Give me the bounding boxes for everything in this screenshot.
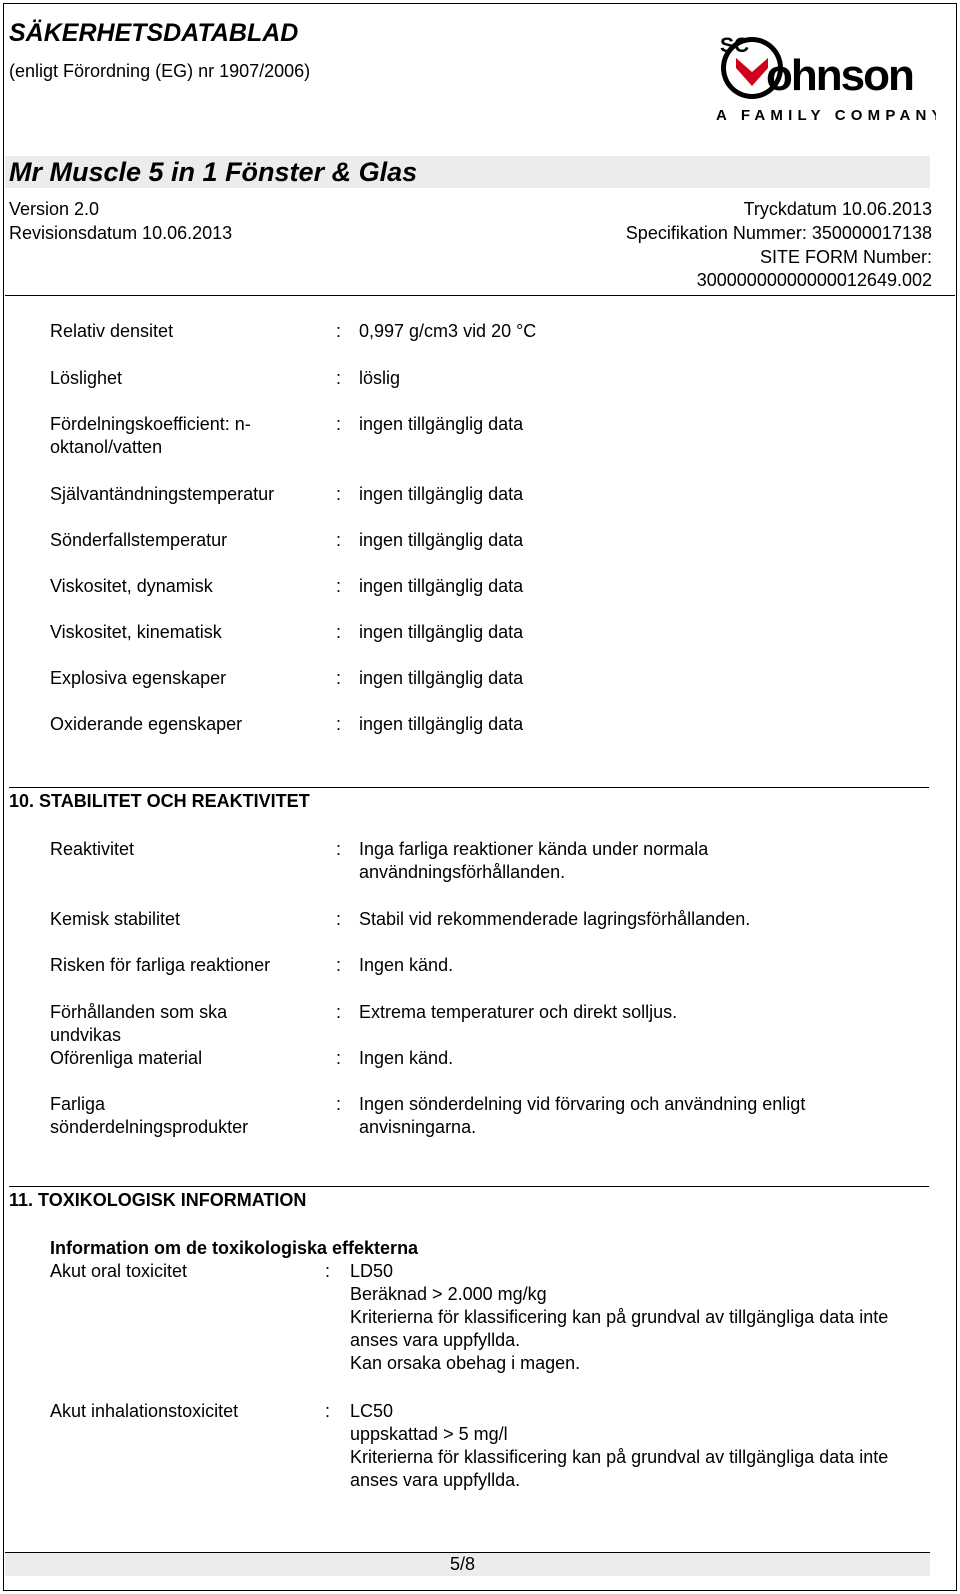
stability-value: Stabil vid rekommenderade lagringsförhållanden. (359, 909, 751, 929)
toxicity-label: Akut oral toxicitet (50, 1261, 188, 1281)
property-label: Oxiderande egenskaper (50, 714, 243, 734)
product-name: Mr Muscle 5 in 1 Fönster & Glas (9, 157, 418, 187)
separator: : (336, 839, 342, 859)
separator: : (336, 414, 342, 434)
separator: : (336, 955, 342, 975)
stability-label: Risken för farliga reaktioner (50, 955, 271, 975)
stability-value: Inga farliga reaktioner kända under normala användningsförhållanden. (359, 839, 709, 882)
toxicology-subheading: Information om de toxikologiska effekterna (50, 1238, 419, 1258)
property-label: Sönderfallstemperatur (50, 530, 228, 550)
toxicity-value (350, 1260, 940, 1375)
property-label: Relativ densitet (50, 321, 174, 341)
separator: : (336, 576, 342, 596)
property-label: Viskositet, dynamisk (50, 576, 213, 596)
site-form-number: 30000000000000012649.002 (696, 270, 932, 290)
sc-johnson-logo (716, 28, 936, 132)
property-value: ingen tillgänglig data (359, 530, 524, 550)
separator: : (336, 714, 342, 734)
stability-value: Ingen känd. (359, 955, 454, 975)
toxicity-line: uppskattad > 5 mg/l (350, 1424, 508, 1444)
separator: : (336, 368, 342, 388)
regulation-text: (enligt Förordning (EG) nr 1907/2006) (9, 61, 311, 81)
section-divider (9, 1186, 929, 1187)
separator: : (336, 909, 342, 929)
document-title: SÄKERHETSDATABLAD (9, 19, 299, 47)
toxicity-line: LD50 (350, 1261, 394, 1281)
logo-graphic (716, 28, 936, 132)
section-11-heading: 11. TOXIKOLOGISK INFORMATION (9, 1190, 307, 1210)
separator: : (336, 530, 342, 550)
property-value: ingen tillgänglig data (359, 414, 524, 434)
stability-label: Oförenliga material (50, 1048, 203, 1068)
property-value: ingen tillgänglig data (359, 668, 524, 688)
stability-label: Reaktivitet (50, 839, 135, 859)
separator: : (336, 321, 342, 341)
site-form-label: SITE FORM Number: (759, 247, 932, 267)
logo-sc-text: SC (720, 34, 750, 57)
stability-label: Kemisk stabilitet (50, 909, 181, 929)
stability-value: Ingen sönderdelning vid förvaring och användning enligt anvisningarna. (359, 1094, 806, 1137)
logo-tagline-text: A FAMILY COMPANY (716, 107, 936, 124)
page-number: 5/8 (450, 1554, 476, 1574)
property-value: 0,997 g/cm3 vid 20 °C (359, 321, 537, 341)
property-label: Explosiva egenskaper (50, 668, 227, 688)
property-value: ingen tillgänglig data (359, 484, 524, 504)
specification-number: Specifikation Nummer: 350000017138 (625, 223, 932, 243)
toxicity-line: Kan orsaka obehag i magen. (350, 1353, 581, 1373)
version-text: Version 2.0 (9, 199, 100, 219)
toxicity-line: Kriterierna för klassificering kan på grundval av tillgängliga data inte anses vara uppfyllda. (350, 1447, 889, 1490)
toxicity-value (350, 1400, 940, 1492)
property-label: Självantändningstemperatur (50, 484, 275, 504)
section-10-heading: 10. STABILITET OCH REAKTIVITET (9, 791, 310, 811)
logo-johnson-text: ohnson (766, 51, 913, 100)
toxicity-label: Akut inhalationstoxicitet (50, 1401, 239, 1421)
property-value: ingen tillgänglig data (359, 714, 524, 734)
separator: : (336, 668, 342, 688)
property-label: Löslighet (50, 368, 123, 388)
separator: : (336, 1094, 342, 1114)
toxicity-line: LC50 (350, 1401, 394, 1421)
separator: : (325, 1401, 331, 1421)
stability-label: Farliga sönderdelningsprodukter (50, 1094, 249, 1137)
property-value: ingen tillgänglig data (359, 622, 524, 642)
separator: : (336, 622, 342, 642)
separator: : (325, 1261, 331, 1281)
toxicity-line: Kriterierna för klassificering kan på grundval av tillgängliga data inte anses vara uppfyllda. (350, 1307, 889, 1350)
property-value: löslig (359, 368, 401, 388)
separator: : (336, 1002, 342, 1022)
toxicity-line: Beräknad > 2.000 mg/kg (350, 1284, 547, 1304)
separator: : (336, 484, 342, 504)
revision-date: Revisionsdatum 10.06.2013 (9, 223, 233, 243)
separator: : (336, 1048, 342, 1068)
stability-label: Förhållanden som ska undvikas (50, 1002, 228, 1045)
section-divider (9, 787, 929, 788)
property-value: ingen tillgänglig data (359, 576, 524, 596)
stability-value: Extrema temperaturer och direkt solljus. (359, 1002, 678, 1022)
property-label: Fördelningskoefficient: n-oktanol/vatten (50, 414, 251, 457)
header-divider (5, 295, 955, 296)
stability-value: Ingen känd. (359, 1048, 454, 1068)
print-date: Tryckdatum 10.06.2013 (743, 199, 932, 219)
property-label: Viskositet, kinematisk (50, 622, 222, 642)
